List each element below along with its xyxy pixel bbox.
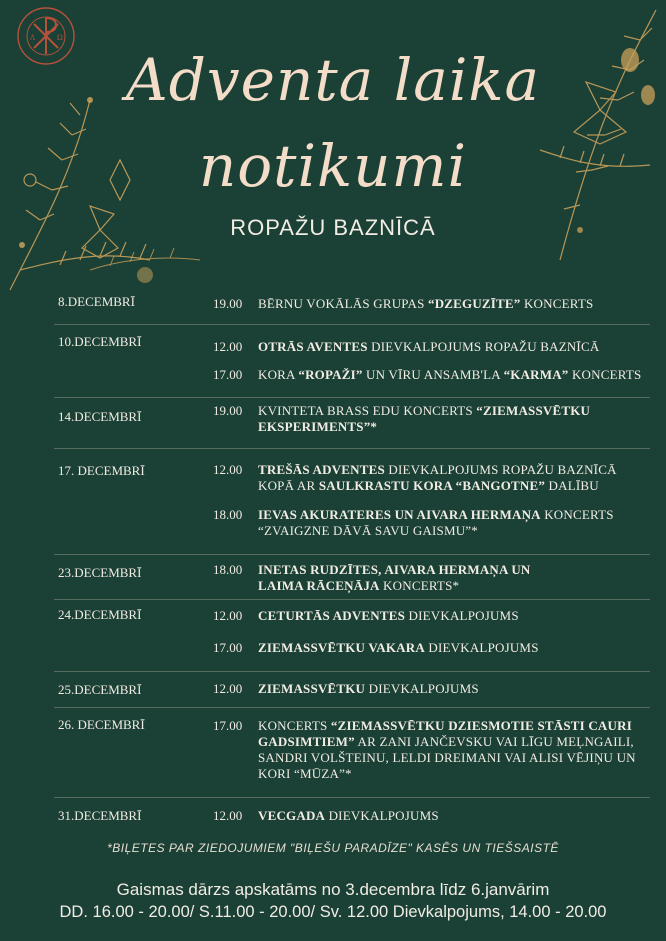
- event-text: DIEVKALPOJUMS: [325, 808, 439, 823]
- day-divider: [54, 397, 650, 398]
- event-description: [258, 681, 656, 697]
- logo-omega: Ω: [57, 34, 63, 42]
- event-text: DALĪBU: [545, 478, 599, 493]
- event-text: DIEVKALPOJUMS: [405, 608, 519, 623]
- day-divider: [54, 448, 650, 449]
- event-highlight: VECGADA: [258, 808, 326, 823]
- day-date: 17. DECEMBRĪ: [58, 463, 145, 478]
- title-line-2: notikumi: [198, 132, 468, 200]
- event-description: [258, 718, 656, 782]
- day-date: 23.DECEMBRĪ: [58, 565, 142, 580]
- event-text: KONCERTS: [520, 296, 594, 311]
- event-highlight: OTRĀS AVENTES: [258, 339, 368, 354]
- event-text: KONCERTS: [568, 367, 642, 382]
- day-divider: [54, 554, 650, 555]
- event-highlight: “ZIEMASSVĒTKU EKSPERIMENTS”*: [258, 403, 591, 434]
- day-date: 25.DECEMBRĪ: [58, 682, 142, 697]
- event-text: KONCERTS: [258, 718, 331, 733]
- event-description: [258, 808, 656, 824]
- event-text: UN VĪRU ANSAMB'LA: [362, 367, 504, 382]
- event-description: [258, 608, 656, 624]
- event-highlight: “KARMA”: [503, 367, 569, 382]
- event-description: [258, 296, 656, 312]
- day-divider: [54, 599, 650, 600]
- event-highlight: “DZEGUZĪTE”: [428, 296, 521, 311]
- event-time: 19.00: [213, 296, 243, 311]
- event-highlight: IEVAS AKURATERES UN AIVARA HERMAŅA: [258, 507, 541, 522]
- title-line-1: Adventa laika: [125, 46, 541, 114]
- event-text: AR ZANI JANČEVSKU VAI LĪGU MEĻNGAILI, SANDRI VOLŠTEINU, LELDI DREIMANI VAI ALISI VĒJIŅU UN KORI “MŪZA”*: [258, 734, 636, 781]
- event-description: [258, 403, 618, 435]
- event-highlight: CETURTĀS ADVENTES: [258, 608, 406, 623]
- day-date: 26. DECEMBRĪ: [58, 717, 145, 732]
- event-time: 17.00: [213, 718, 243, 733]
- event-highlight: ZIEMASSVĒTKU: [258, 681, 366, 696]
- event-description: [258, 507, 638, 539]
- day-divider: [54, 671, 650, 672]
- day-date: 8.DECEMBRĪ: [58, 294, 135, 309]
- event-highlight: ZIEMASSVĒTKU VAKARA: [258, 640, 425, 655]
- event-text: DIEVKALPOJUMS: [424, 640, 539, 655]
- event-text: KVINTETA BRASS EDU KONCERTS: [258, 403, 477, 418]
- event-highlight: “ZIEMASSVĒTKU DZIESMOTIE STĀSTI CAURI GADSIMTIEM”: [258, 718, 632, 749]
- event-time: 18.00: [213, 507, 243, 522]
- event-text: KONCERTS*: [379, 578, 460, 593]
- event-description: [258, 462, 638, 494]
- event-highlight: SAULKRASTU KORA “BANGOTNE”: [318, 478, 546, 493]
- day-date: 14.DECEMBRĪ: [58, 409, 142, 424]
- event-time: 12.00: [213, 681, 243, 696]
- day-date: 24.DECEMBRĪ: [58, 607, 142, 622]
- event-time: 12.00: [213, 808, 243, 823]
- foliage-bottom-decoration: [90, 230, 210, 290]
- day-date: 31.DECEMBRĪ: [58, 808, 142, 823]
- event-text: BĒRNU VOKĀLĀS GRUPAS: [258, 296, 428, 311]
- event-text: DIEVKALPOJUMS ROPAŽU BAZNĪCĀ: [367, 339, 600, 354]
- event-time: 17.00: [213, 640, 243, 655]
- event-highlight: INETAS RUDZĪTES, AIVARA HERMAŅA UN LAIMA RĀCEŅĀJA: [258, 562, 531, 593]
- logo-alpha: Λ: [30, 34, 36, 42]
- event-time: 18.00: [213, 562, 243, 577]
- event-time: 12.00: [213, 608, 243, 623]
- event-highlight: TREŠĀS ADVENTES: [258, 462, 385, 477]
- event-time: 12.00: [213, 462, 243, 477]
- event-text: KORA: [258, 367, 299, 382]
- day-divider: [54, 707, 650, 708]
- garden-dates: Gaismas dārzs apskatāms no 3.decembra līdz 6.janvārim: [116, 880, 550, 899]
- event-text: DIEVKALPOJUMS ROPAŽU BAZNĪCĀ KOPĀ AR: [258, 462, 617, 493]
- opening-hours: DD. 16.00 - 20.00/ S.11.00 - 20.00/ Sv. 12.00 Dievkalpojums, 14.00 - 20.00: [59, 903, 607, 921]
- event-highlight: “ROPAŽI”: [298, 367, 363, 382]
- day-divider: [54, 797, 650, 798]
- event-time: 12.00: [213, 339, 243, 354]
- event-text: DIEVKALPOJUMS: [365, 681, 479, 696]
- event-time: 17.00: [213, 367, 243, 382]
- event-description: [258, 367, 656, 383]
- event-description: [258, 562, 558, 594]
- event-description: [258, 640, 656, 656]
- subtitle: ROPAŽU BAZNĪCĀ: [230, 215, 436, 240]
- day-date: 10.DECEMBRĪ: [58, 334, 142, 349]
- ticket-note: *BIĻETES PAR ZIEDOJUMIEM "BIĻEŠU PARADĪZE" KASĒS UN TIEŠSAISTĒ: [107, 841, 559, 855]
- day-divider: [54, 324, 650, 325]
- event-text: KONCERTS “ZVAIGZNE DĀVĀ SAVU GAISMU”*: [258, 507, 614, 538]
- event-time: 19.00: [213, 403, 243, 418]
- event-description: [258, 339, 656, 355]
